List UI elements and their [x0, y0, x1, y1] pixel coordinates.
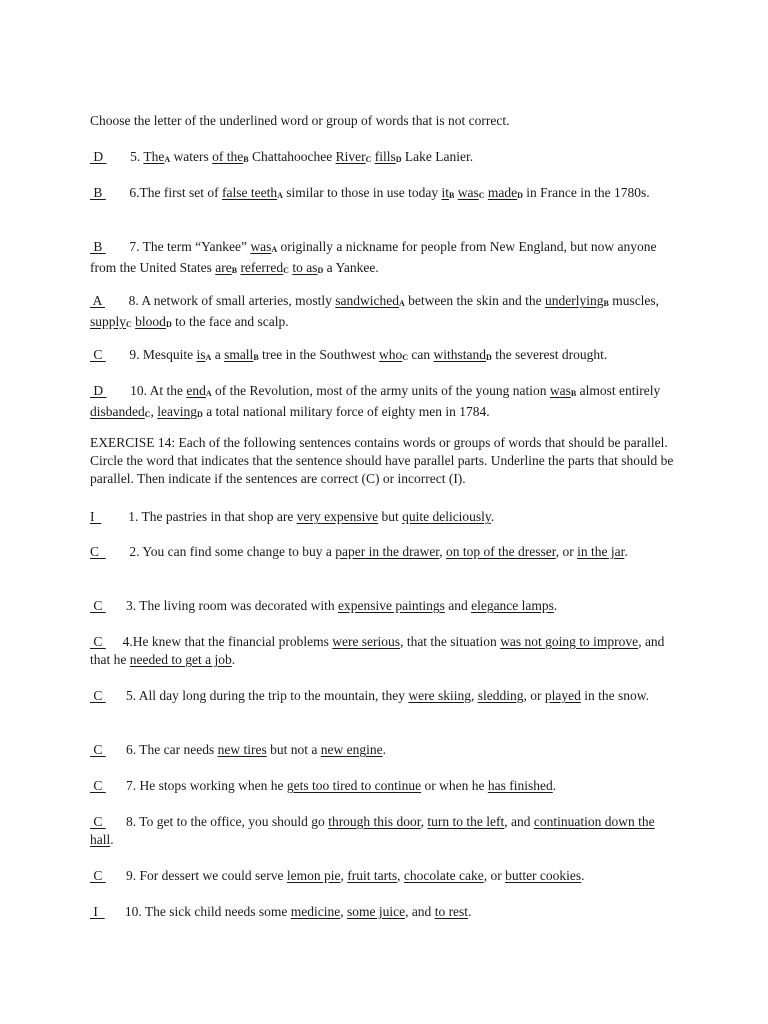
sentence-text: .	[110, 832, 114, 847]
underlined-phrase: River	[335, 149, 366, 164]
sentence-text: , or	[483, 868, 506, 883]
sentence-text: ,	[150, 404, 158, 419]
underlined-phrase: elegance lamps	[471, 598, 554, 613]
underlined-phrase: underlying	[544, 293, 604, 308]
underlined-phrase: played	[544, 688, 581, 703]
sentence-text: , or	[523, 688, 545, 703]
underlined-phrase: made	[487, 185, 518, 200]
underlined-phrase: very expensive	[296, 509, 379, 524]
sentence-text: and	[444, 598, 472, 613]
sentence-text: .	[581, 868, 585, 883]
underlined-phrase: paper in the drawer	[335, 544, 440, 559]
sentence-text: 10. The sick child needs some	[104, 904, 291, 919]
answer-letter: C	[90, 778, 106, 793]
underlined-phrase: needed to get a job	[129, 652, 232, 667]
exercise14-item	[90, 903, 680, 921]
sentence-text: Lake Lanier.	[401, 149, 474, 164]
option-letter: A	[205, 353, 212, 362]
sentence-text: originally a nickname for people from New England, but now anyone from the United States	[90, 239, 660, 275]
exercise14-item	[90, 813, 680, 849]
underlined-phrase: were serious	[332, 634, 401, 649]
sentence-text: ,	[420, 814, 428, 829]
sentence-text: ,	[470, 688, 478, 703]
exercise14-heading: EXERCISE 14: Each of the following sentences contains words or groups of words that should be parallel. Circle the word that indicates that the sentence should have parallel parts. Underline the parts that should be parallel. Then indicate if the sentences are correct (C) or incorrect (I).	[90, 435, 674, 486]
option-letter: D	[486, 353, 492, 362]
underlined-phrase: continuation down the hall	[90, 814, 655, 847]
answer-letter: C	[90, 598, 106, 613]
sentence-text: a	[211, 347, 225, 362]
sentence-text: between the skin and the	[404, 293, 545, 308]
sentence-text: tree in the Southwest	[258, 347, 380, 362]
answer-letter: I	[90, 904, 105, 919]
answer-letter: D	[90, 149, 107, 164]
sentence-text: .	[552, 778, 557, 793]
underlined-phrase: has finished	[487, 778, 553, 793]
exercise14-item	[90, 508, 680, 526]
underlined-phrase: was	[250, 239, 272, 254]
underlined-phrase: new engine	[320, 742, 383, 757]
exercise13-item	[90, 238, 680, 280]
sentence-text: , or	[555, 544, 578, 559]
sentence-text: in France in the 1780s.	[522, 185, 650, 200]
option-letter: B	[603, 299, 609, 308]
option-letter: B	[253, 353, 259, 362]
underlined-phrase: is	[196, 347, 206, 362]
option-letter: A	[164, 155, 171, 164]
sentence-text: 9. For dessert we could serve	[105, 868, 287, 883]
answer-letter: C	[90, 868, 106, 883]
underlined-phrase: on top of the dresser	[446, 544, 556, 559]
answer-letter: C	[90, 742, 106, 757]
sentence-text: 9. Mesquite	[105, 347, 197, 362]
underlined-phrase: was not going to improve	[500, 634, 639, 649]
sentence-text: Chattahoochee	[248, 149, 336, 164]
underlined-phrase: supply	[90, 314, 127, 329]
underlined-phrase: quite deliciously	[402, 509, 491, 524]
underlined-phrase: medicine	[290, 904, 341, 919]
underlined-phrase: disbanded	[90, 404, 145, 419]
option-letter: D	[395, 155, 402, 164]
option-letter: C	[144, 410, 151, 419]
answer-letter: A	[90, 293, 106, 308]
sentence-text: .	[382, 742, 386, 757]
sentence-text: .	[231, 652, 236, 667]
sentence-text: the severest drought.	[491, 347, 608, 362]
underlined-phrase: of the	[212, 149, 244, 164]
sentence-text: a Yankee.	[323, 260, 379, 275]
underlined-phrase: were skiing	[408, 688, 471, 703]
underlined-phrase: was	[549, 383, 571, 398]
sentence-text: muscles,	[608, 293, 663, 308]
sentence-text: 8. To get to the office, you should go	[105, 814, 329, 829]
exercise13-item	[90, 346, 680, 367]
sentence-text: 10. At the	[106, 383, 187, 398]
underlined-phrase: small	[224, 347, 254, 362]
underlined-phrase: sandwiched	[335, 293, 399, 308]
underlined-phrase: chocolate cake	[403, 868, 484, 883]
answer-letter: C	[90, 347, 106, 362]
option-letter: C	[283, 266, 289, 275]
exercise14-item	[90, 597, 680, 615]
option-letter: D	[197, 410, 203, 419]
option-letter: B	[449, 191, 455, 200]
exercise13-item	[90, 148, 680, 169]
exercise14-item	[90, 867, 680, 885]
sentence-text: 8. A network of small arteries, mostly	[105, 293, 336, 308]
underlined-phrase: end	[186, 383, 206, 398]
sentence-text: , and that he	[90, 634, 668, 667]
underlined-phrase: are	[215, 260, 232, 275]
exercise14-item	[90, 633, 680, 669]
underlined-phrase: who	[379, 347, 403, 362]
underlined-phrase: some juice	[346, 904, 406, 919]
sentence-text: 5.	[106, 149, 144, 164]
underlined-phrase: in the jar	[577, 544, 625, 559]
sentence-text: but not a	[266, 742, 321, 757]
sentence-text: 7. He stops working when he	[105, 778, 287, 793]
sentence-text: ,	[340, 904, 347, 919]
sentence-text: a total national military force of eighty men in 1784.	[202, 404, 490, 419]
sentence-text: , and	[405, 904, 435, 919]
sentence-text: waters	[170, 149, 213, 164]
exercise13-item	[90, 184, 680, 205]
option-letter: B	[570, 389, 577, 398]
exercise14-item	[90, 687, 680, 705]
option-letter: C	[402, 353, 409, 362]
option-letter: A	[277, 191, 283, 200]
underlined-phrase: to rest	[434, 904, 469, 919]
underlined-phrase: blood	[135, 314, 166, 329]
underlined-phrase: The	[143, 149, 165, 164]
option-letter: A	[271, 245, 278, 254]
underlined-phrase: was	[457, 185, 479, 200]
underlined-phrase: butter cookies	[505, 868, 582, 883]
sentence-text: in the snow.	[580, 688, 649, 703]
sentence-text: , and	[504, 814, 534, 829]
sentence-text: or when he	[421, 778, 488, 793]
sentence-text: 6.The first set of	[105, 185, 222, 200]
sentence-text: .	[624, 544, 628, 559]
exercise13-item	[90, 382, 680, 424]
option-letter: D	[517, 191, 523, 200]
option-letter: D	[317, 266, 324, 275]
option-letter: C	[126, 320, 132, 329]
sentence-text: 5. All day long during the trip to the mountain, they	[105, 688, 409, 703]
underlined-phrase: expensive paintings	[337, 598, 445, 613]
answer-letter: C	[90, 634, 106, 649]
underlined-phrase: false teeth	[222, 185, 278, 200]
exercise14-item	[90, 777, 680, 795]
answer-letter: D	[90, 383, 107, 398]
sentence-text: .	[468, 904, 472, 919]
sentence-text: .	[490, 509, 495, 524]
sentence-text: similar to those in use today	[282, 185, 442, 200]
exercise13-item	[90, 292, 680, 334]
option-letter: B	[231, 266, 238, 275]
sentence-text: of the Revolution, most of the army units of the young nation	[211, 383, 550, 398]
answer-letter: C	[90, 688, 106, 703]
underlined-phrase: gets too tired to continue	[286, 778, 422, 793]
sentence-text: almost entirely	[576, 383, 664, 398]
sentence-text: ,	[340, 868, 348, 883]
underlined-phrase: fills	[374, 149, 396, 164]
option-letter: A	[205, 389, 212, 398]
sentence-text: 3. The living room was decorated with	[105, 598, 338, 613]
underlined-phrase: it	[441, 185, 450, 200]
sentence-text: 7. The term “Yankee”	[105, 239, 251, 254]
sentence-text: can	[408, 347, 434, 362]
option-letter: C	[478, 191, 485, 200]
underlined-phrase: leaving	[157, 404, 198, 419]
instructions: Choose the letter of the underlined word or group of words that is not correct.	[90, 113, 510, 128]
answer-letter: C	[90, 544, 106, 559]
sentence-text: 4.He knew that the financial problems	[105, 634, 333, 649]
exercise14-item	[90, 741, 680, 759]
underlined-phrase: referred	[240, 260, 284, 275]
underlined-phrase: lemon pie	[286, 868, 341, 883]
sentence-text: but	[378, 509, 403, 524]
underlined-phrase: fruit tarts	[347, 868, 398, 883]
underlined-phrase: to as	[292, 260, 318, 275]
underlined-phrase: through this door	[328, 814, 421, 829]
underlined-phrase: new tires	[217, 742, 267, 757]
answer-letter: C	[90, 814, 106, 829]
sentence-text: 6. The car needs	[105, 742, 218, 757]
option-letter: D	[165, 320, 172, 329]
sentence-text: to the face and scalp.	[171, 314, 289, 329]
answer-letter: I	[90, 509, 102, 524]
option-letter: C	[365, 155, 372, 164]
option-letter: B	[243, 155, 249, 164]
option-letter: A	[398, 299, 405, 308]
sentence-text: ,	[397, 868, 404, 883]
sentence-text: 2. You can find some change to buy a	[105, 544, 336, 559]
underlined-phrase: turn to the left	[427, 814, 505, 829]
sentence-text: .	[553, 598, 558, 613]
answer-letter: B	[90, 239, 106, 254]
underlined-phrase: sledding	[477, 688, 524, 703]
answer-letter: B	[90, 185, 106, 200]
sentence-text: 1. The pastries in that shop are	[101, 509, 297, 524]
exercise14-item	[90, 543, 680, 561]
underlined-phrase: withstand	[433, 347, 487, 362]
sentence-text: ,	[439, 544, 447, 559]
sentence-text: , that the situation	[400, 634, 501, 649]
